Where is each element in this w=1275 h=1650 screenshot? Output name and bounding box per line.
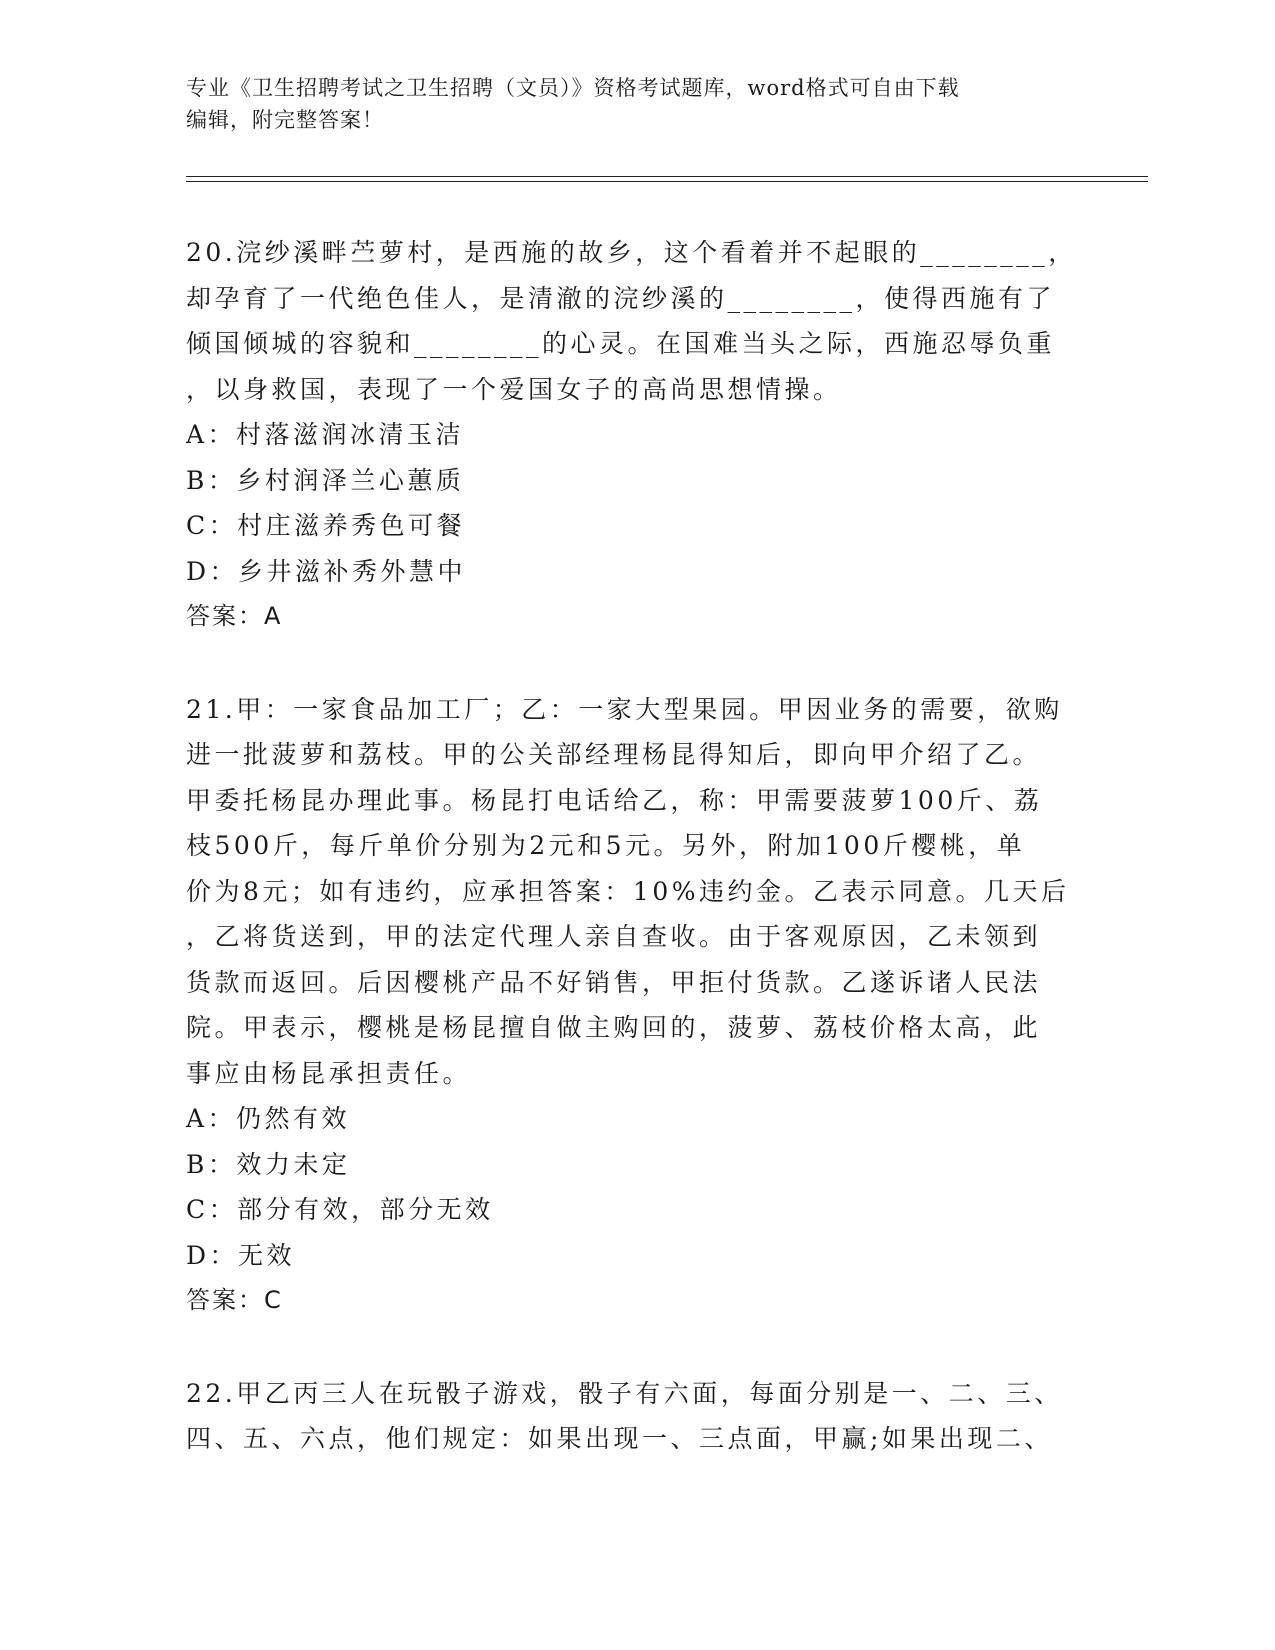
question-text-line: ，以身救国，表现了一个爱国女子的高尚思想情操。	[186, 374, 842, 404]
option-c: C：村庄滋养秀色可餐	[186, 511, 466, 540]
question-text-line: 却孕育了一代绝色佳人，是清澈的浣纱溪的________，使得西施有了	[186, 283, 1056, 313]
question-21	[186, 687, 1086, 1324]
question-text-line: 四、五、六点，他们规定：如果出现一、三点面，甲赢;如果出现二、	[186, 1424, 1053, 1453]
question-text-line: 院。甲表示，樱桃是杨昆擅自做主购回的，菠萝、荔枝价格太高，此	[186, 1013, 1042, 1042]
header-line: 专业《卫生招聘考试之卫生招聘（文员）》资格考试题库，word格式可自由下载	[186, 76, 960, 100]
question-text-line: 20.浣纱溪畔苎萝村，是西施的故乡，这个看着并不起眼的________，	[186, 238, 1077, 267]
question-text-line: 价为8元；如有违约，应承担答案：10%违约金。乙表示同意。几天后	[186, 876, 1070, 906]
header-rule-top	[186, 176, 1148, 177]
answer-line: 答案：A	[186, 602, 283, 630]
question-text-line: 枝500斤，每斤单价分别为2元和5元。另外，附加100斤樱桃，单	[186, 831, 1026, 860]
question-text-line: 甲委托杨昆办理此事。杨昆打电话给乙，称：甲需要菠萝100斤、荔	[186, 785, 1043, 815]
answer-line: 答案：C	[186, 1286, 283, 1314]
header-rule-bottom	[186, 181, 1148, 182]
question-text-line: 事应由杨昆承担责任。	[186, 1058, 472, 1088]
option-a: A：村落滋润冰清玉洁	[186, 420, 465, 449]
option-b: B：效力未定	[186, 1149, 351, 1179]
question-text-line: 21.甲：一家食品加工厂；乙：一家大型果园。甲因业务的需要，欲购	[186, 694, 1063, 724]
question-text-line: ，乙将货送到，甲的法定代理人亲自查收。由于客观原因，乙未领到	[186, 922, 1042, 951]
question-20	[186, 230, 1086, 640]
question-text-line: 进一批菠萝和荔枝。甲的公关部经理杨昆得知后，即向甲介绍了乙。	[186, 740, 1042, 769]
option-c: C：部分有效，部分无效	[186, 1195, 494, 1224]
page-header	[186, 72, 1086, 136]
question-list	[186, 230, 1086, 1509]
option-a: A：仍然有效	[186, 1104, 351, 1133]
question-text-line: 货款而返回。后因樱桃产品不好销售，甲拒付货款。乙遂诉诸人民法	[186, 967, 1042, 997]
option-d: D：无效	[186, 1240, 296, 1270]
option-d: D：乡井滋补秀外慧中	[186, 556, 467, 586]
header-line: 编辑，附完整答案！	[186, 108, 384, 132]
question-22	[186, 1371, 1086, 1462]
question-text-line: 倾国倾城的容貌和________的心灵。在国难当头之际，西施忍辱负重	[186, 329, 1056, 358]
option-b: B：乡村润泽兰心蕙质	[186, 465, 465, 495]
question-text-line: 22.甲乙丙三人在玩骰子游戏，骰子有六面，每面分别是一、二、三、	[186, 1378, 1063, 1408]
